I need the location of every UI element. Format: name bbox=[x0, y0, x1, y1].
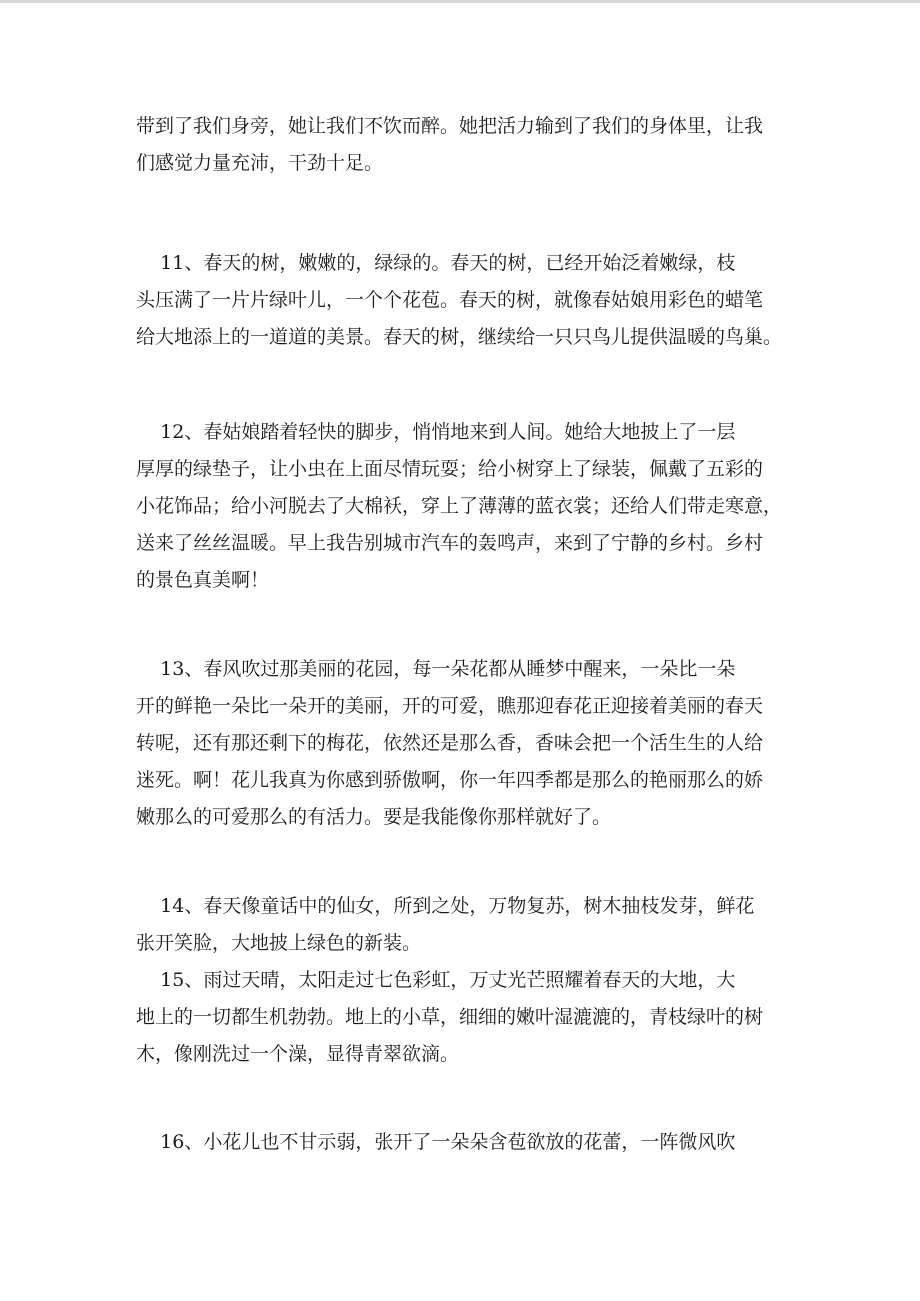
text-line: 头压满了一片片绿叶儿，一个个花苞。春天的树，就像春姑娘用彩色的蜡笔 bbox=[136, 289, 764, 311]
paragraph-12 bbox=[136, 414, 796, 599]
text-line: 给大地添上的一道道的美景。春天的树，继续给一只只鸟儿提供温暖的鸟巢。 bbox=[136, 326, 783, 348]
text-line: 转呢，还有那还剩下的梅花，依然还是那么香，香味会把一个活生生的人给 bbox=[136, 732, 764, 754]
paragraph-11 bbox=[136, 245, 796, 356]
text-line: 们感觉力量充沛，干劲十足。 bbox=[136, 152, 384, 174]
text-line: 小花饰品；给小河脱去了大棉袄，穿上了薄薄的蓝衣裳；还给人们带走寒意， bbox=[136, 495, 783, 517]
text-line: 地上的一切都生机勃勃。地上的小草，细细的嫩叶湿漉漉的，青枝绿叶的树 bbox=[136, 1006, 764, 1028]
text-line: 厚厚的绿垫子，让小虫在上面尽情玩耍；给小树穿上了绿装，佩戴了五彩的 bbox=[136, 458, 764, 480]
paragraph-13 bbox=[136, 651, 796, 836]
text-line: 13、春风吹过那美丽的花园，每一朵花都从睡梦中醒来，一朵比一朵 bbox=[136, 658, 736, 680]
text-line: 14、春天像童话中的仙女，所到之处，万物复苏，树木抽枝发芽，鲜花 bbox=[136, 895, 755, 917]
paragraph-14 bbox=[136, 888, 796, 962]
text-line: 15、雨过天晴，太阳走过七色彩虹，万丈光芒照耀着春天的大地，大 bbox=[136, 969, 736, 991]
text-line: 送来了丝丝温暖。早上我告别城市汽车的轰鸣声，来到了宁静的乡村。乡村 bbox=[136, 532, 764, 554]
text-line: 11、春天的树，嫩嫩的，绿绿的。春天的树，已经开始泛着嫩绿，枝 bbox=[136, 252, 736, 274]
text-line: 开的鲜艳一朵比一朵开的美丽，开的可爱，瞧那迎春花正迎接着美丽的春天 bbox=[136, 695, 764, 717]
text-line: 16、小花儿也不甘示弱，张开了一朵朵含苞欲放的花蕾，一阵微风吹 bbox=[136, 1131, 736, 1153]
text-line: 嫩那么的可爱那么的有活力。要是我能像你那样就好了。 bbox=[136, 806, 612, 828]
text-line: 12、春姑娘踏着轻快的脚步，悄悄地来到人间。她给大地披上了一层 bbox=[136, 421, 736, 443]
text-line: 带到了我们身旁，她让我们不饮而醉。她把活力输到了我们的身体里，让我 bbox=[136, 115, 764, 137]
paragraph-continued bbox=[136, 108, 796, 182]
paragraph-15 bbox=[136, 962, 796, 1073]
text-line: 迷死。啊！花儿我真为你感到骄傲啊，你一年四季都是那么的艳丽那么的娇 bbox=[136, 769, 764, 791]
text-line: 张开笑脸，大地披上绿色的新装。 bbox=[136, 932, 422, 954]
paragraph-16 bbox=[136, 1124, 796, 1161]
text-line: 木，像刚洗过一个澡，显得青翠欲滴。 bbox=[136, 1043, 460, 1065]
text-line: 的景色真美啊！ bbox=[136, 569, 270, 591]
